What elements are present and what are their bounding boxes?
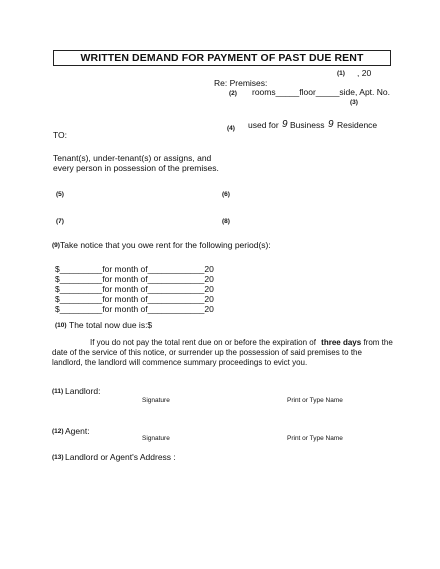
total-due-field[interactable]: The total now due is:$ — [69, 320, 153, 330]
notice-paragraph — [52, 338, 393, 368]
landlord-print-name-caption[interactable]: Print or Type Name — [287, 397, 343, 404]
rent-period-row[interactable]: $_________for month of____________20 — [55, 264, 214, 274]
rent-period-row[interactable]: $_________for month of____________20 — [55, 304, 214, 314]
landlord-label: Landlord: — [65, 386, 101, 396]
agent-label: Agent: — [65, 426, 90, 436]
field-number-11: (11) — [52, 388, 64, 395]
date-year-field[interactable]: , 20 — [357, 68, 372, 78]
field-number-5: (5) — [56, 191, 64, 198]
re-premises-label: Re: Premises: — [214, 78, 268, 88]
notice-line-3: landlord, the landlord will commence summary proceedings to evict you. — [52, 358, 308, 367]
rent-period-list — [55, 264, 214, 314]
document-title: WRITTEN DEMAND FOR PAYMENT OF PAST DUE RENT — [53, 50, 391, 66]
to-label: TO: — [53, 130, 68, 140]
field-number-1: (1) — [337, 70, 345, 77]
agent-signature-caption[interactable]: Signature — [142, 435, 170, 442]
field-number-8: (8) — [222, 218, 230, 225]
tenants-line-2: every person in possession of the premises. — [53, 163, 219, 173]
field-number-13: (13) — [52, 454, 64, 461]
field-number-3: (3) — [350, 99, 358, 106]
premises-rooms-line[interactable]: rooms_____floor_____side, Apt. No. — [252, 87, 390, 97]
field-number-10: (10) — [55, 322, 67, 329]
used-for-label: used for — [248, 120, 279, 130]
rent-period-row[interactable]: $_________for month of____________20 — [55, 274, 214, 284]
business-checkbox[interactable]: 9 — [282, 119, 288, 130]
business-label: Business — [290, 120, 325, 130]
field-number-9: (9) — [52, 242, 60, 249]
notice-line-1-start: If you do not pay the total rent due on or before the expiration of — [90, 338, 316, 347]
field-number-12: (12) — [52, 428, 64, 435]
field-number-4: (4) — [227, 125, 235, 132]
notice-line-2: date of the service of this notice, or surrender up the possession of said premises to the — [52, 348, 362, 357]
field-number-7: (7) — [56, 218, 64, 225]
take-notice-text: Take notice that you owe rent for the following period(s): — [60, 240, 271, 250]
rent-period-row[interactable]: $_________for month of____________20 — [55, 284, 214, 294]
field-number-2: (2) — [229, 90, 237, 97]
notice-line-1-end: from the — [363, 338, 393, 347]
landlord-signature-caption[interactable]: Signature — [142, 397, 170, 404]
agent-print-name-caption[interactable]: Print or Type Name — [287, 435, 343, 442]
address-label[interactable]: Landlord or Agent's Address : — [65, 452, 176, 462]
three-days-emphasis: three days — [321, 338, 362, 347]
residence-label: Residence — [337, 120, 378, 130]
residence-checkbox[interactable]: 9 — [328, 119, 334, 130]
field-number-6: (6) — [222, 191, 230, 198]
notice-line-1 — [52, 338, 393, 348]
rent-period-row[interactable]: $_________for month of____________20 — [55, 294, 214, 304]
tenants-line-1: Tenant(s), under-tenant(s) or assigns, and — [53, 153, 212, 163]
